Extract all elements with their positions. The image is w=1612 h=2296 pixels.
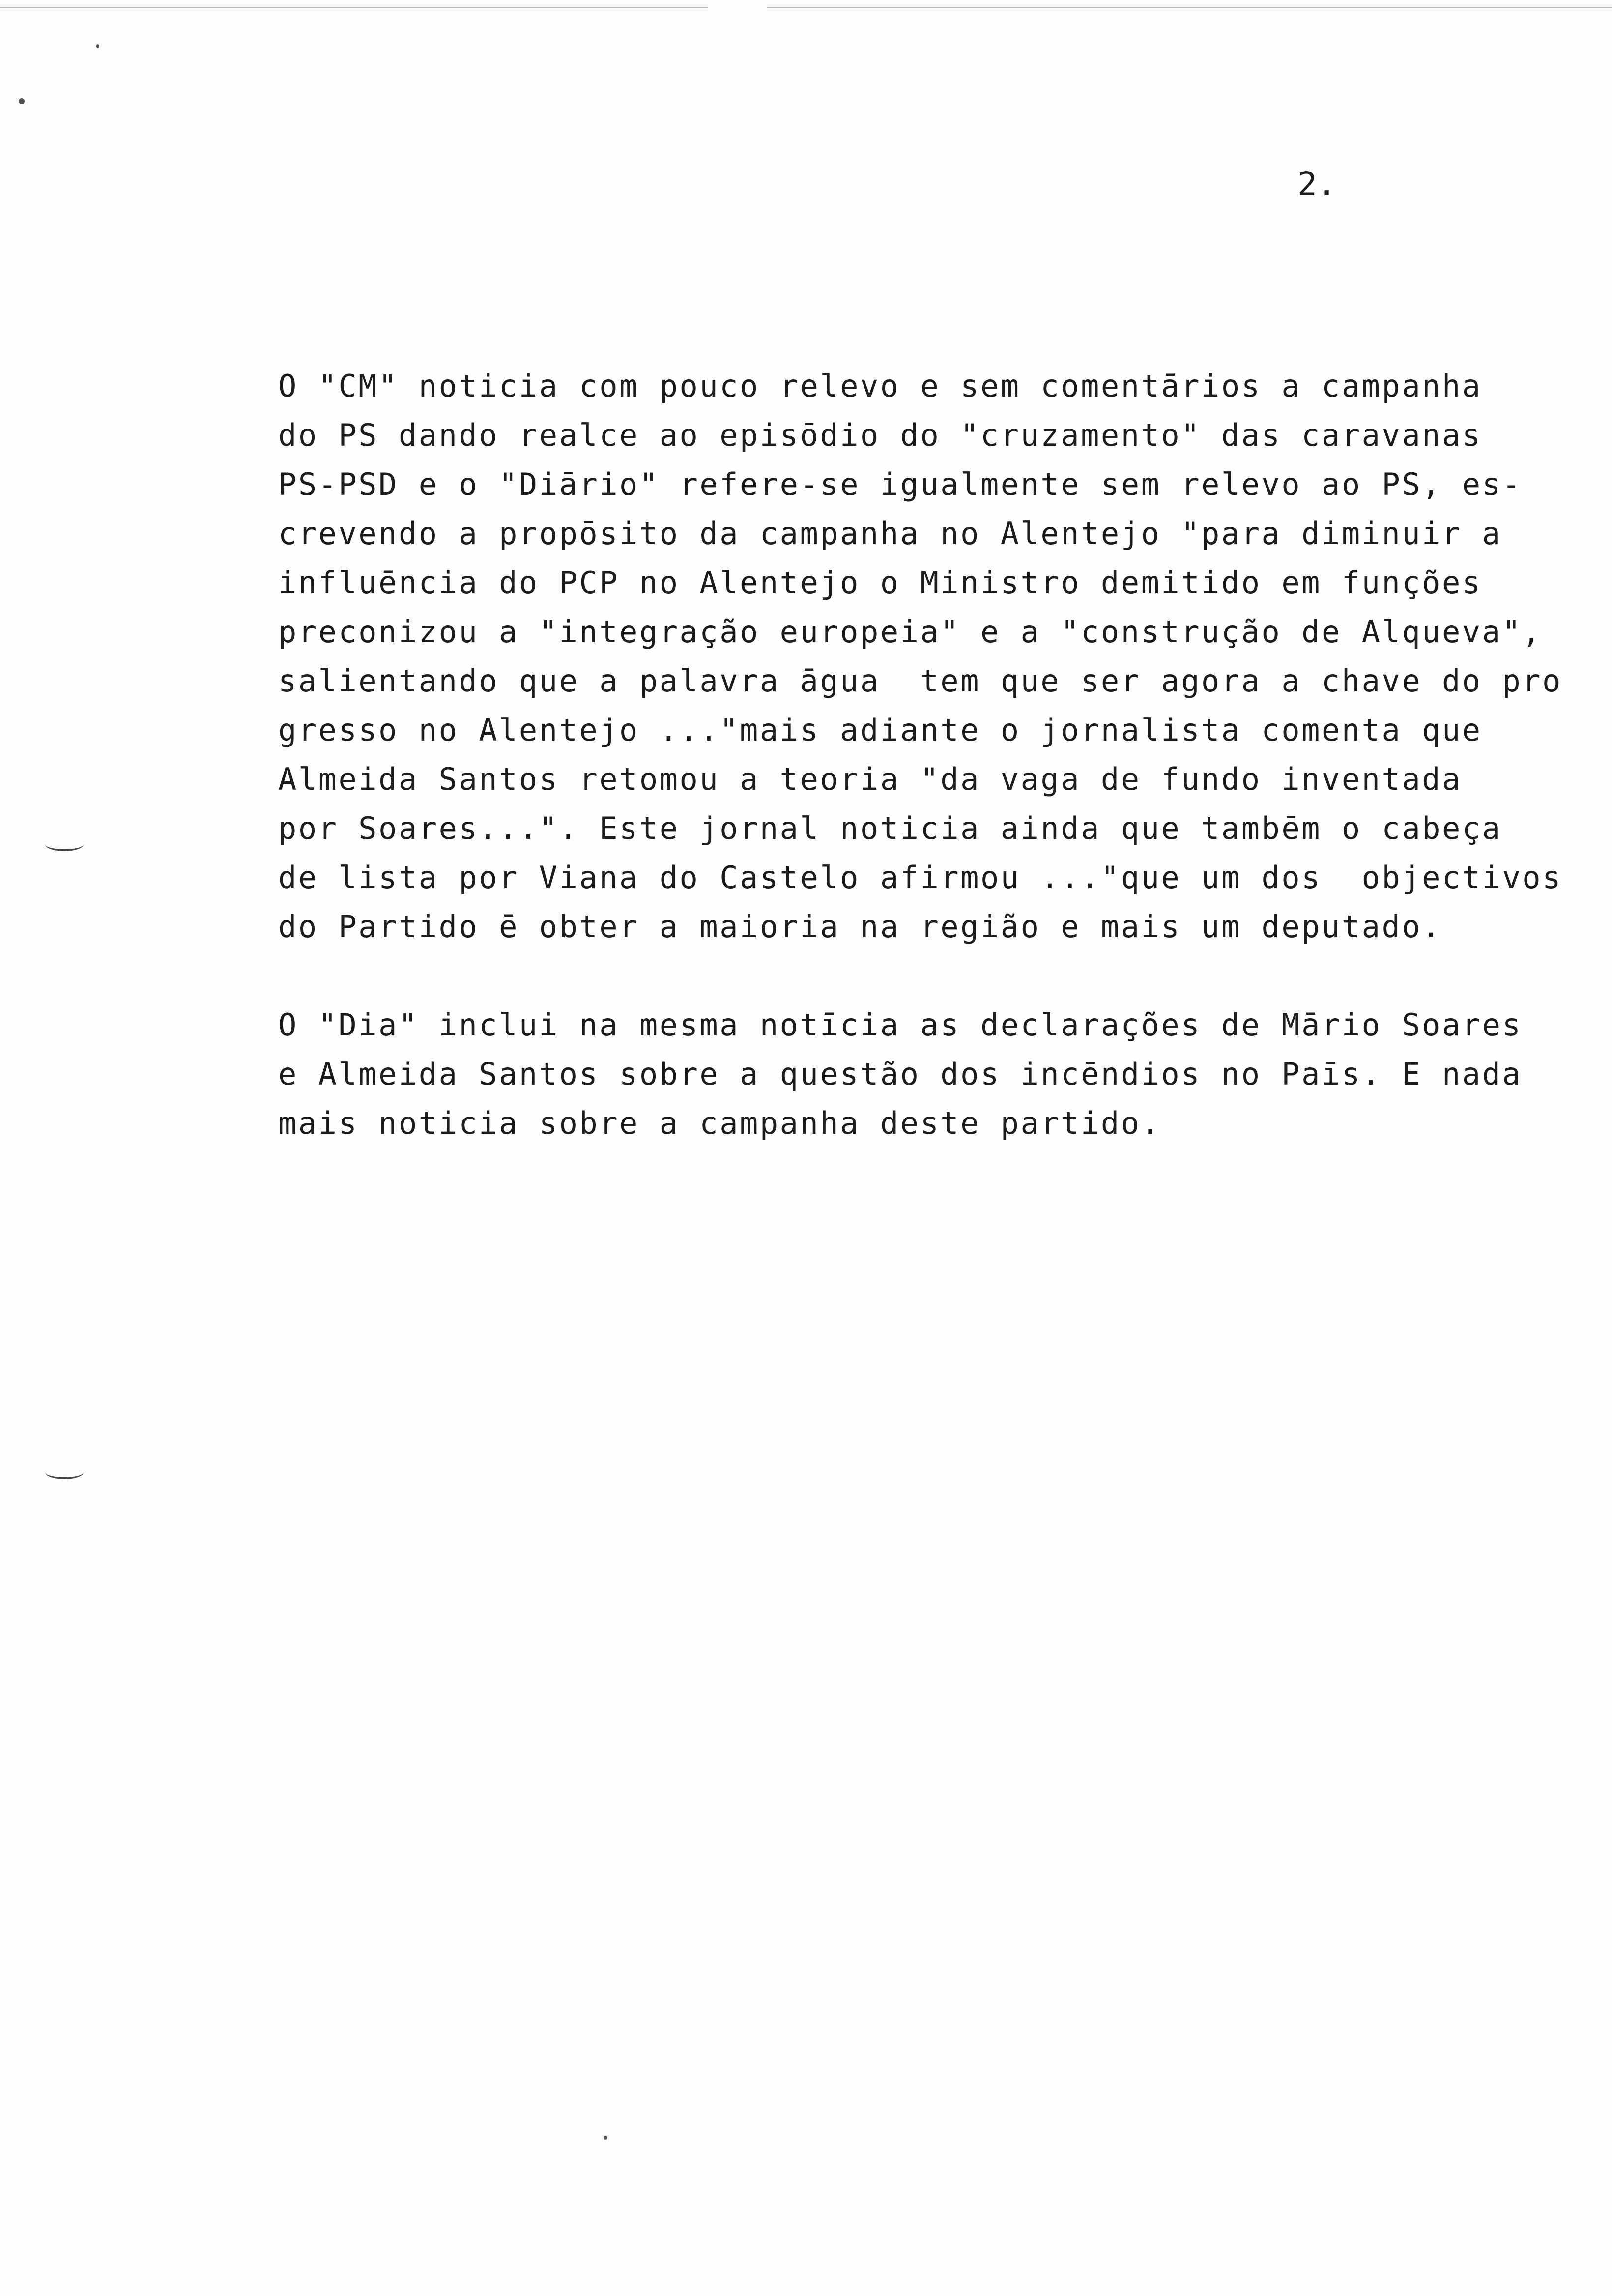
text-line: mais noticia sobre a campanha deste partido. bbox=[278, 1105, 1161, 1141]
scan-speck bbox=[19, 98, 25, 104]
paragraph-2 bbox=[278, 1001, 1566, 1148]
page-number: 2. bbox=[1297, 165, 1337, 203]
text-line: O "Dia" inclui na mesma notīcia as declarações de Mārio Soares bbox=[278, 1007, 1523, 1043]
text-line: Almeida Santos retomou a teoria "da vaga de fundo inventada bbox=[278, 761, 1462, 797]
text-line: preconizou a "integração europeia" e a "construção de Alqueva", bbox=[278, 614, 1543, 650]
scan-edge-line bbox=[0, 7, 708, 8]
text-line: do Partido ē obter a maioria na região e mais um deputado. bbox=[278, 909, 1442, 945]
text-line: do PS dando realce ao episōdio do "cruzamento" das caravanas bbox=[278, 417, 1482, 453]
text-line: gresso no Alentejo ..."mais adiante o jornalista comenta que bbox=[278, 712, 1482, 748]
text-line: O "CM" noticia com pouco relevo e sem comentārios a campanha bbox=[278, 368, 1482, 404]
margin-mark bbox=[45, 1465, 84, 1479]
text-line: influēncia do PCP no Alentejo o Ministro demitido em funções bbox=[278, 565, 1482, 601]
text-line: crevendo a propōsito da campanha no Alentejo "para diminuir a bbox=[278, 516, 1502, 551]
scan-speck bbox=[96, 44, 99, 48]
margin-mark bbox=[45, 837, 84, 851]
text-line: de lista por Viana do Castelo afirmou ..."que um dos objectivos bbox=[278, 860, 1562, 895]
scan-speck bbox=[604, 2136, 607, 2140]
scan-edge-line bbox=[767, 7, 1612, 8]
text-line: PS-PSD e o "Diārio" refere-se igualmente sem relevo ao PS, es- bbox=[278, 466, 1523, 502]
paragraph-1 bbox=[278, 362, 1566, 951]
text-line: por Soares...". Este jornal noticia ainda que tambēm o cabeça bbox=[278, 810, 1502, 846]
text-line: e Almeida Santos sobre a questão dos incēndios no Paīs. E nada bbox=[278, 1056, 1523, 1092]
text-line: salientando que a palavra āgua tem que ser agora a chave do pro bbox=[278, 663, 1562, 699]
